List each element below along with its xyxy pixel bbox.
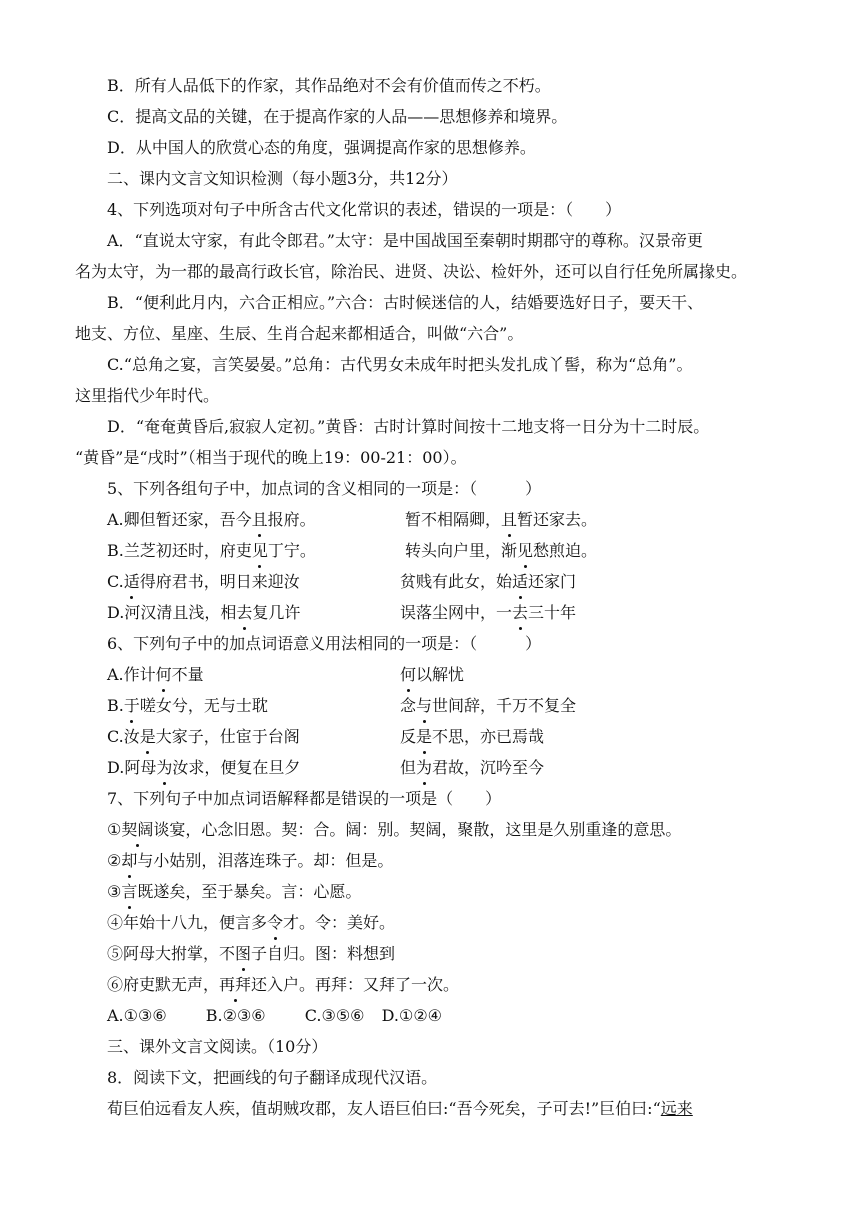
emphasis-dot-word: 图 bbox=[235, 938, 251, 969]
q4-option-d-line2: “黄昏”是“戌时”（相当于现代的晚上19：00-21：00）。 bbox=[75, 448, 467, 467]
q6-option-b bbox=[0, 690, 860, 721]
q4-option-b-line1: B．“便利此月内，六合正相应。”六合：古时候迷信的人，结婚要选好日子，要天干、 bbox=[107, 293, 704, 312]
emphasis-dot-word: 再拜 bbox=[219, 969, 251, 1000]
q6-d-left: D.阿母为汝求，便复在旦夕 bbox=[107, 758, 300, 777]
q5-c-left: C.适得府君书，明日来迎汝 bbox=[107, 572, 300, 591]
emphasis-dot-word: 且 bbox=[501, 504, 517, 535]
emphasis-dot-word: 去 bbox=[512, 597, 528, 628]
q6-a-left: A.作计何不量 bbox=[107, 665, 204, 684]
q7-item-1: ①契阔谈宴，心念旧恩。契：合。阔：别。契阔，聚散，这里是久别重逢的意思。 bbox=[0, 814, 860, 845]
question-4: 4、下列选项对句子中所含古代文化常识的表述，错误的一项是：（ ） bbox=[107, 200, 622, 219]
q6-option-a bbox=[0, 659, 860, 690]
q7-item-3: ③言既遂矣，至于暴矣。言：心愿。 bbox=[0, 876, 860, 907]
q3-option-c: C．提高文品的关键，在于提高作家的人品——思想修养和境界。 bbox=[107, 107, 568, 126]
emphasis-dot-word: 适 bbox=[512, 566, 528, 597]
emphasis-dot-word: 言 bbox=[121, 876, 137, 907]
q5-d-right: 误落尘网中，一去三十年 bbox=[400, 597, 576, 628]
q5-a-left: A.卿但暂还家，吾今且报府。 bbox=[107, 510, 316, 529]
q4-option-b-line2: 地支、方位、星座、生辰、生肖合起来都相适合，叫做“六合”。 bbox=[75, 324, 524, 343]
q6-b-right: 念与世间辞，千万不复全 bbox=[400, 690, 576, 721]
emphasis-dot-word: 却 bbox=[121, 845, 137, 876]
section-2-heading: 二、课内文言文知识检测（每小题3分，共12分） bbox=[107, 169, 458, 188]
emphasis-dot-word: 适 bbox=[124, 566, 140, 597]
question-5: 5、下列各组句子中，加点词的含义相同的一项是：（ ） bbox=[107, 479, 542, 498]
q6-a-right: 何以解忧 bbox=[400, 659, 464, 690]
q5-option-d bbox=[0, 597, 860, 628]
q3-option-b: B．所有人品低下的作家，其作品绝对不会有价值而传之不朽。 bbox=[107, 76, 551, 95]
emphasis-dot-word: 何 bbox=[400, 659, 416, 690]
question-8: 8．阅读下文，把画线的句子翻译成现代汉语。 bbox=[107, 1068, 438, 1087]
passage-line-1: 荀巨伯远看友人疾，值胡贼攻郡，友人语巨伯曰:“吾今死矣，子可去!”巨伯曰:“远来 bbox=[107, 1099, 693, 1118]
q6-b-left: B.于嗟女兮，无与士耽 bbox=[107, 696, 268, 715]
emphasis-dot-word: 令 bbox=[267, 907, 283, 938]
emphasis-dot-word: 见 bbox=[252, 535, 268, 566]
q5-option-a bbox=[0, 504, 860, 535]
emphasis-dot-word: 去 bbox=[236, 597, 252, 628]
q5-option-b bbox=[0, 535, 860, 566]
emphasis-dot-word: 是 bbox=[140, 721, 156, 752]
q6-c-left: C.汝是大家子，仕宦于台阁 bbox=[107, 727, 300, 746]
q6-c-right: 反是不思，亦已焉哉 bbox=[400, 721, 544, 752]
q5-option-c bbox=[0, 566, 860, 597]
q6-option-c bbox=[0, 721, 860, 752]
emphasis-dot-word: 且 bbox=[252, 504, 268, 535]
emphasis-dot-word: 于 bbox=[124, 690, 140, 721]
q4-option-a-line1: A．“直说太守家，有此令郎君。”太守：是中国战国至秦朝时期郡守的尊称。汉景帝更 bbox=[107, 231, 703, 250]
question-7: 7、下列句子中加点词语解释都是错误的一项是（ ） bbox=[107, 789, 502, 808]
emphasis-dot-word: 为 bbox=[416, 752, 432, 783]
q5-b-left: B.兰芝初还时，府吏见丁宁。 bbox=[107, 541, 316, 560]
q7-option-a: A.①③⑥ bbox=[107, 1006, 167, 1025]
q5-c-right: 贫贱有此女，始适还家门 bbox=[400, 566, 576, 597]
q5-d-left: D.河汉清且浅，相去复几许 bbox=[107, 603, 300, 622]
q5-a-right: 暂不相隔卿，且暂还家去。 bbox=[405, 504, 597, 535]
q4-option-c-line1: C.“总角之宴，言笑晏晏。”总角：古代男女未成年时把头发扎成丫髻，称为“总角”。 bbox=[107, 355, 693, 374]
emphasis-dot-word: 是 bbox=[416, 721, 432, 752]
q7-item-6: ⑥府吏默无声，再拜还入户。再拜：又拜了一次。 bbox=[0, 969, 860, 1000]
emphasis-dot-word: 为 bbox=[156, 752, 172, 783]
question-6: 6、下列句子中的加点词语意义用法相同的一项是：（ ） bbox=[107, 634, 542, 653]
q6-d-right: 但为君故，沉吟至今 bbox=[400, 752, 544, 783]
q7-option-d: D.①②④ bbox=[381, 1006, 442, 1025]
emphasis-dot-word: 见 bbox=[517, 535, 533, 566]
q7-item-2: ②却与小姑别，泪落连珠子。却：但是。 bbox=[0, 845, 860, 876]
q4-option-d-line1: D．“奄奄黄昏后,寂寂人定初。”黄昏：古时计算时间按十二地支将一日分为十二时辰。 bbox=[107, 417, 710, 436]
q6-option-d bbox=[0, 752, 860, 783]
emphasis-dot-word: 与 bbox=[416, 690, 432, 721]
emphasis-dot-word: 契阔 bbox=[121, 814, 153, 845]
q7-item-5: ⑤阿母大拊掌，不图子自归。图：料想到 bbox=[0, 938, 860, 969]
q7-answer-options bbox=[0, 1000, 860, 1031]
q7-option-b: B.②③⑥ bbox=[205, 1006, 266, 1025]
section-3-heading: 三、课外文言文阅读。（10分） bbox=[107, 1037, 328, 1056]
q7-option-c: C.③⑤⑥ bbox=[304, 1006, 365, 1025]
underlined-sentence: 远来 bbox=[660, 1099, 693, 1118]
exam-page bbox=[0, 70, 860, 1124]
q4-option-c-line2: 这里指代少年时代。 bbox=[75, 386, 220, 405]
q5-b-right: 转头向户里，渐见愁煎迫。 bbox=[405, 535, 597, 566]
q4-option-a-line2: 名为太守，为一郡的最高行政长官，除治民、进贤、决讼、检奸外，还可以自行任免所属掾史。 bbox=[75, 262, 748, 281]
emphasis-dot-word: 何 bbox=[156, 659, 172, 690]
q3-option-d: D．从中国人的欣赏心态的角度，强调提高作家的思想修养。 bbox=[107, 138, 536, 157]
q7-item-4: ④年始十八九，便言多令才。令：美好。 bbox=[0, 907, 860, 938]
